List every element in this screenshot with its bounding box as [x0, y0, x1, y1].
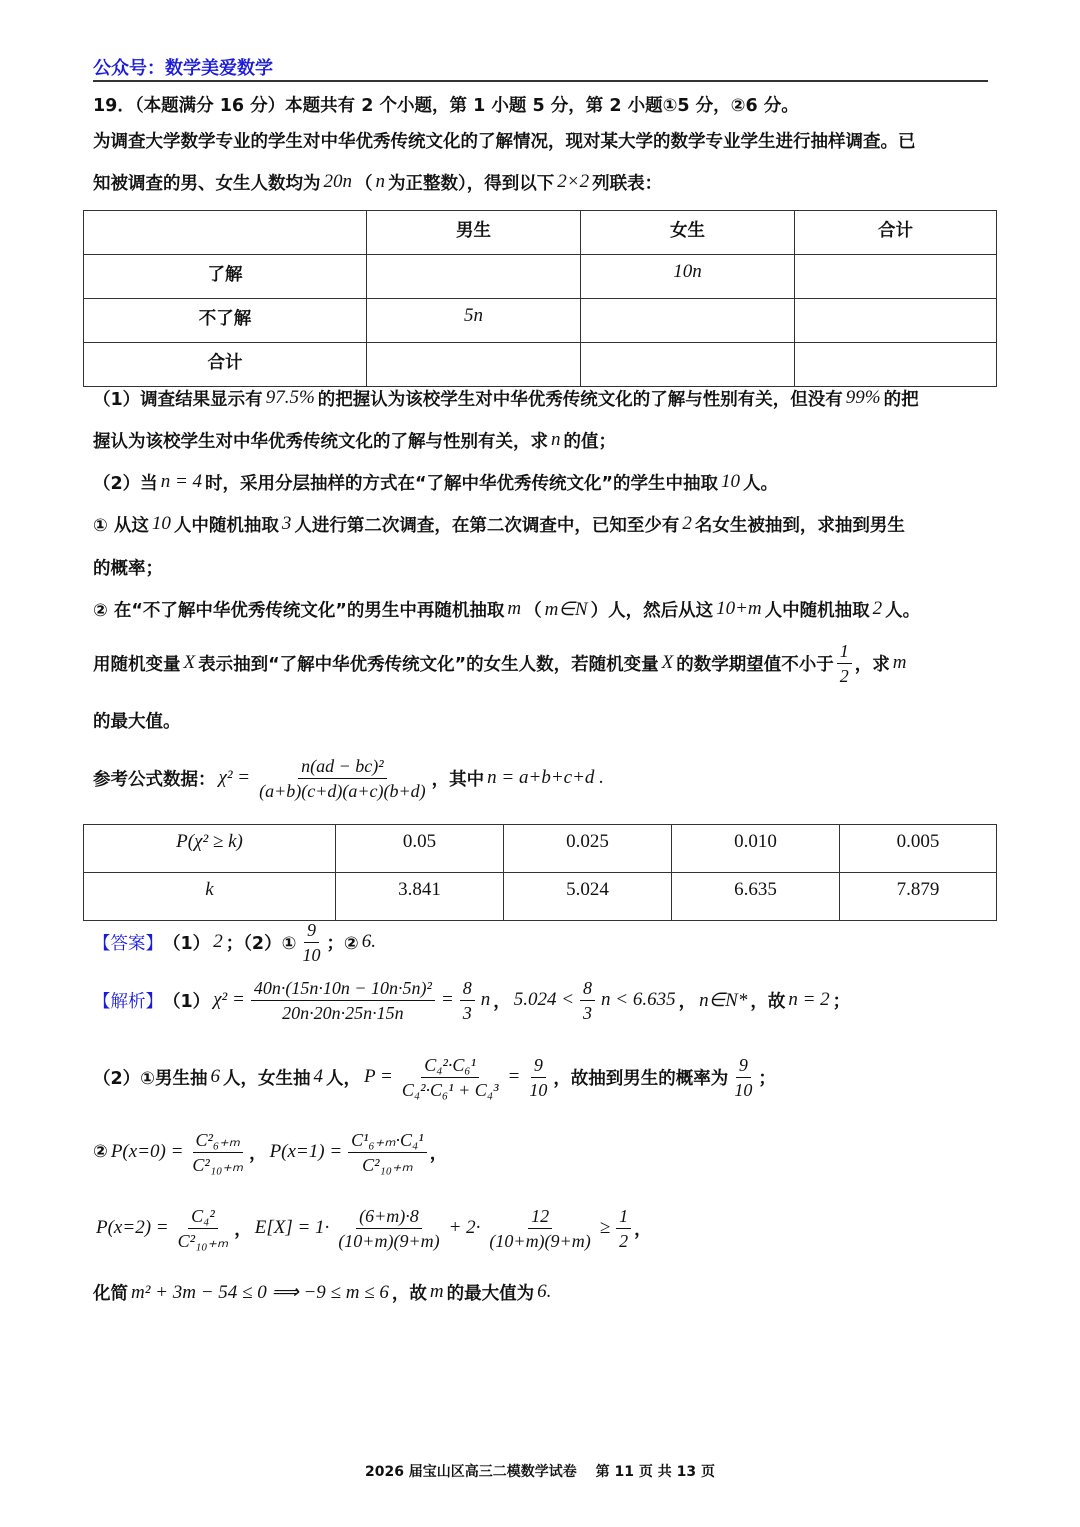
text: ；: [832, 991, 851, 1012]
text: 的把: [883, 389, 919, 410]
math-expression: =: [507, 1066, 521, 1087]
text: 参考公式数据：: [93, 769, 216, 790]
text: 19．（本题满分 16 分）本题共有 2 个小题，第 1 小题 5 分，第 2 小题①5 分，②6 分。: [93, 95, 799, 116]
numerator: 12: [528, 1205, 552, 1229]
math-expression: 2: [213, 931, 223, 952]
text: ，: [249, 1143, 267, 1164]
text: 的概率；: [93, 558, 163, 579]
table-cell: 7.879: [840, 873, 997, 921]
math-expression: P(x=1) =: [269, 1141, 343, 1162]
header-divider: [93, 80, 988, 82]
math-expression: n: [375, 171, 385, 192]
table-cell: [795, 299, 997, 343]
fraction: [251, 977, 435, 1024]
text-line: [93, 512, 905, 536]
text: 的最大值。: [93, 711, 181, 732]
math-expression: m∈N: [544, 598, 588, 620]
text: ，求: [854, 654, 890, 675]
math-expression: + 2·: [448, 1217, 481, 1238]
math-expression: ≥: [599, 1217, 611, 1238]
denominator: 3: [462, 1002, 472, 1023]
table-cell: 合计: [795, 211, 997, 255]
text: 人。: [885, 600, 921, 621]
math-expression: E[X] = 1·: [254, 1217, 330, 1238]
table-cell: [795, 255, 997, 299]
text: ，: [678, 991, 697, 1012]
math-expression: 10: [151, 513, 171, 534]
math-expression: P(x=2) =: [96, 1217, 169, 1238]
text: ，故抽到男生的概率为: [553, 1068, 729, 1089]
denominator: 10: [302, 944, 321, 965]
text-line: [93, 555, 163, 579]
text: 名女生被抽到，求抽到男生: [694, 515, 905, 536]
table-cell: 女生: [581, 211, 795, 255]
text: 化简: [93, 1283, 128, 1304]
text: 的数学期望值不小于: [676, 654, 834, 675]
math-expression: 10: [721, 471, 741, 492]
table-row: [84, 299, 997, 343]
math-expression: χ² =: [213, 989, 245, 1010]
table-cell: P(χ² ≥ k): [84, 825, 336, 873]
text-line: [93, 1280, 554, 1304]
table-cell: 0.010: [672, 825, 840, 873]
math-expression: n = 2: [788, 989, 830, 1010]
table-cell: 0.05: [336, 825, 504, 873]
math-expression: n: [551, 429, 561, 450]
text-line: [93, 428, 616, 452]
fraction: [175, 1205, 232, 1252]
text-line: [93, 755, 607, 801]
text-line: [93, 170, 662, 194]
text: （1）: [163, 933, 211, 954]
text: （1）: [163, 991, 211, 1012]
math-expression: 3: [281, 513, 292, 534]
text: 列联表：: [592, 173, 663, 194]
denominator: 3: [583, 1002, 593, 1023]
math-expression: n∈N*: [699, 989, 748, 1011]
table-cell: [367, 255, 581, 299]
text: 的值；: [563, 431, 616, 452]
text: ；（2）①: [225, 933, 297, 954]
math-expression: χ² =: [218, 767, 251, 788]
table-cell: 3.841: [336, 873, 504, 921]
header-title: 公众号：数学美爱数学: [93, 58, 273, 79]
text-line: [93, 1054, 776, 1100]
math-expression: n = a+b+c+d .: [487, 767, 604, 788]
denominator: C²₁₀₊ₘ: [192, 1154, 244, 1175]
text-line: [93, 470, 778, 494]
numerator: C¹₆₊ₘ·C₄¹: [348, 1129, 427, 1153]
fraction: [486, 1205, 593, 1252]
text: ②: [93, 1142, 108, 1162]
table-cell: [795, 343, 997, 387]
math-expression: 97.5%: [265, 387, 315, 408]
table-cell: [581, 343, 795, 387]
text: 为调查大学数学专业的学生对中华优秀传统文化的了解情况，现对某大学的数学专业学生进行抽样调查。已: [93, 131, 916, 152]
table-cell: 5n: [367, 299, 581, 343]
text: （2）①男生抽: [93, 1068, 208, 1089]
table-cell: 0.025: [504, 825, 672, 873]
numerator: 8: [460, 977, 475, 1001]
table-row: [84, 825, 997, 873]
text: ，故: [750, 991, 786, 1012]
fraction: [335, 1205, 442, 1252]
numerator: 9: [304, 919, 319, 943]
table-row: [84, 873, 997, 921]
text: （: [524, 600, 542, 621]
table-header-row: [84, 211, 997, 255]
numerator: 40n·(15n·10n − 10n·5n)²: [251, 977, 435, 1001]
fraction: [399, 1054, 502, 1101]
math-expression: 4: [313, 1066, 323, 1087]
fraction: [256, 755, 429, 802]
text-line: [93, 386, 919, 410]
text: 的把握认为该校学生对中华优秀传统文化的了解与性别有关，但没有: [317, 389, 843, 410]
text: ，: [634, 1219, 652, 1240]
math-expression: 2: [872, 598, 883, 619]
denominator: (10+m)(9+m): [338, 1230, 440, 1251]
denominator: 2: [839, 665, 849, 686]
text: 的最大值为: [446, 1283, 535, 1304]
table-cell: 6.635: [672, 873, 840, 921]
critical-value-table: [83, 824, 997, 921]
math-expression: n < 6.635: [601, 989, 676, 1010]
text: 人。: [743, 473, 779, 494]
section-label: 【答案】: [93, 933, 163, 954]
math-expression: 6.: [537, 1281, 552, 1302]
text: （1）调查结果显示有: [93, 389, 263, 410]
text-line: [93, 128, 916, 152]
text: （: [355, 173, 373, 194]
text: ）人，然后从这: [590, 600, 714, 621]
text: 人中随机抽取: [764, 600, 870, 621]
numerator: 1: [837, 640, 852, 664]
fraction: [348, 1129, 427, 1176]
text: 人，女生抽: [223, 1068, 311, 1089]
numerator: (6+m)·8: [356, 1205, 422, 1229]
numerator: n(ad − bc)²: [298, 755, 387, 779]
text: ② 在“不了解中华优秀传统文化”的男生中再随机抽取: [93, 600, 505, 621]
fraction: [580, 977, 595, 1024]
fraction: [837, 640, 852, 687]
math-expression: m: [429, 1281, 444, 1302]
text: 表示抽到“了解中华优秀传统文化”的女生人数，若随机变量: [198, 654, 659, 675]
table-row: [84, 255, 997, 299]
table-cell: 10n: [581, 255, 795, 299]
numerator: C²₆₊ₘ: [193, 1129, 243, 1153]
denominator: 10: [734, 1079, 753, 1100]
math-expression: 2: [682, 513, 692, 534]
denominator: 20n·20n·25n·15n: [282, 1002, 404, 1023]
text: ，: [234, 1219, 252, 1240]
text: 为正整数），得到以下: [388, 173, 555, 194]
fraction: [189, 1129, 246, 1176]
table-cell: 了解: [84, 255, 367, 299]
math-expression: =: [440, 989, 454, 1010]
denominator: C²₁₀₊ₘ: [177, 1230, 229, 1251]
text: ；: [758, 1068, 776, 1089]
text: 知被调查的男、女生人数均为: [93, 173, 321, 194]
fraction: [460, 977, 475, 1024]
text-line: [93, 92, 799, 116]
text: 人，: [326, 1068, 361, 1089]
text: 用随机变量: [93, 654, 181, 675]
math-expression: P(x=0) =: [110, 1141, 184, 1162]
table-row: [84, 343, 997, 387]
contingency-table: [83, 210, 997, 387]
numerator: C₄²·C₆¹: [421, 1054, 479, 1078]
math-expression: 2×2: [557, 171, 590, 192]
math-expression: m: [892, 652, 907, 673]
text-line: [93, 640, 909, 686]
table-cell: [581, 299, 795, 343]
math-expression: P =: [364, 1066, 393, 1087]
page-footer: 2026 届宝山区高三二模数学试卷 第 11 页 共 13 页: [364, 1464, 716, 1480]
math-expression: 99%: [845, 387, 881, 408]
text: 人进行第二次调查，在第二次调查中，已知至少有: [294, 515, 680, 536]
text-line: [93, 919, 379, 965]
math-expression: m: [507, 598, 522, 619]
math-expression: X: [661, 652, 674, 673]
math-expression: m² + 3m − 54 ≤ 0 ⟹ −9 ≤ m ≤ 6: [131, 1281, 389, 1303]
numerator: 8: [580, 977, 595, 1001]
denominator: (10+m)(9+m): [489, 1230, 591, 1251]
fraction: [299, 919, 323, 966]
math-expression: 10+m: [716, 598, 762, 619]
math-expression: n = 4: [160, 471, 203, 492]
text: 人中随机抽取: [173, 515, 279, 536]
text-line: [93, 597, 920, 621]
denominator: 10: [529, 1079, 548, 1100]
text-line: [93, 1129, 448, 1175]
table-cell: 0.005: [840, 825, 997, 873]
numerator: 9: [531, 1054, 546, 1078]
table-cell: [367, 343, 581, 387]
text: ，: [493, 991, 511, 1012]
fraction: [526, 1054, 550, 1101]
table-cell: [84, 211, 367, 255]
text: ① 从这: [93, 515, 149, 536]
math-expression: 6.: [361, 931, 377, 952]
math-expression: 5.024 <: [513, 989, 575, 1010]
table-cell: 合计: [84, 343, 367, 387]
fraction: [731, 1054, 755, 1101]
math-expression: 20n: [323, 171, 352, 192]
table-cell: 男生: [367, 211, 581, 255]
text: ，其中: [431, 769, 485, 790]
text: ；②: [326, 933, 359, 954]
section-label: 【解析】: [93, 991, 163, 1012]
math-expression: X: [183, 652, 196, 673]
numerator: 1: [616, 1205, 631, 1229]
math-expression: 6: [210, 1066, 220, 1087]
table-cell: 不了解: [84, 299, 367, 343]
text: 时，采用分层抽样的方式在“了解中华优秀传统文化”的学生中抽取: [205, 473, 719, 494]
text: 握认为该校学生对中华优秀传统文化的了解与性别有关，求: [93, 431, 548, 452]
numerator: C₄²: [188, 1205, 218, 1229]
text: ，故: [391, 1283, 427, 1304]
text-line: [93, 708, 181, 732]
fraction: [616, 1205, 631, 1252]
math-expression: n: [480, 989, 491, 1010]
table-cell: k: [84, 873, 336, 921]
numerator: 9: [736, 1054, 751, 1078]
denominator: C₄²·C₆¹ + C₄³: [401, 1079, 499, 1100]
denominator: 2: [619, 1230, 629, 1251]
text: （2）当: [93, 473, 158, 494]
text: ，: [429, 1143, 448, 1164]
table-cell: 5.024: [504, 873, 672, 921]
denominator: (a+b)(c+d)(a+c)(b+d): [259, 780, 426, 801]
denominator: C²₁₀₊ₘ: [362, 1154, 413, 1175]
